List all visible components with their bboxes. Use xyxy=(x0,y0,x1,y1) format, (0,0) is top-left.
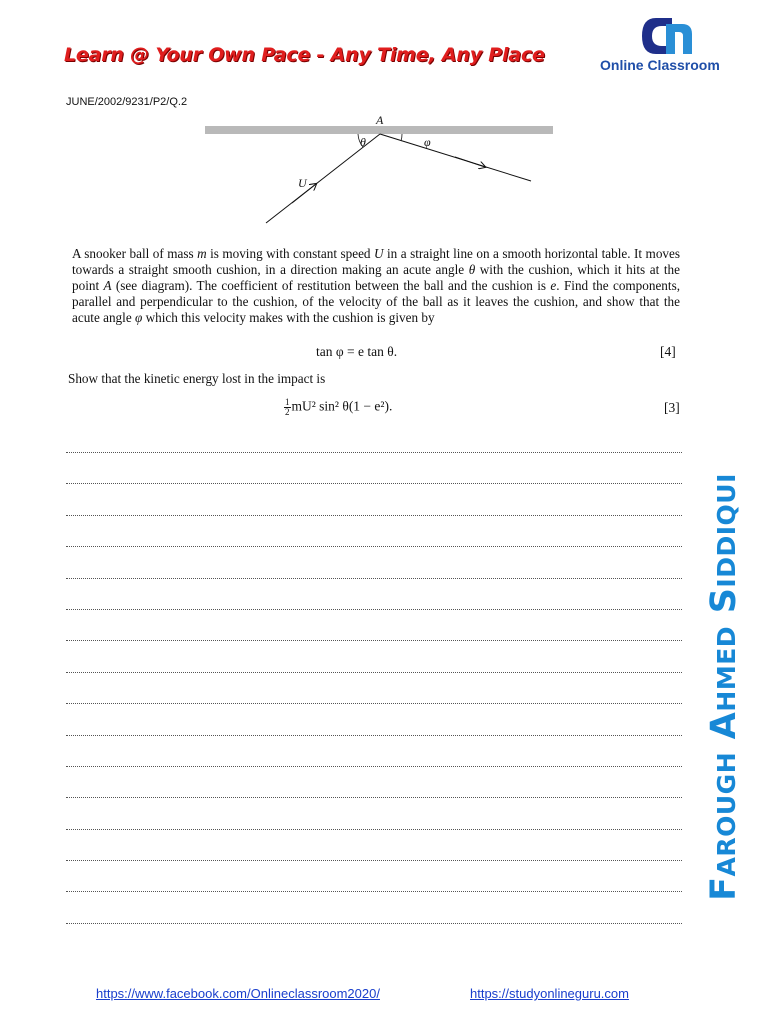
answer-lines xyxy=(66,452,682,954)
phi-arc xyxy=(401,134,402,141)
author-watermark xyxy=(696,462,752,912)
answer-line xyxy=(66,797,682,798)
logo-text: Online Classroom xyxy=(600,57,720,73)
answer-line xyxy=(66,703,682,704)
label-phi: φ xyxy=(424,135,431,149)
question-part2: Show that the kinetic energy lost in the impact is xyxy=(68,371,326,386)
online-classroom-logo-icon xyxy=(636,14,696,58)
answer-line xyxy=(66,483,682,484)
question-reference: JUNE/2002/9231/P2/Q.2 xyxy=(66,96,188,108)
marks-part1: [4] xyxy=(660,344,676,359)
website-link[interactable]: https://studyonlineguru.com xyxy=(470,986,629,1001)
label-u: U xyxy=(298,176,307,190)
label-theta: θ xyxy=(360,135,366,149)
answer-line xyxy=(66,515,682,516)
answer-line xyxy=(66,672,682,673)
outgoing-arrow xyxy=(455,157,485,167)
answer-line xyxy=(66,452,682,453)
answer-line xyxy=(66,891,682,892)
author-name: Farough Ahmed Siddiqui xyxy=(704,473,744,901)
answer-line xyxy=(66,609,682,610)
answer-line xyxy=(66,923,682,924)
formula-kinetic-energy: $\frac{1}{2}$ mU² sin² θ(1 − e²). xyxy=(285,397,393,417)
formula-tan-phi: tan φ = e tan θ. xyxy=(316,344,398,359)
facebook-link[interactable]: https://www.facebook.com/Onlineclassroom2020/ xyxy=(96,986,380,1001)
cushion-bar xyxy=(205,126,553,134)
marks-part2: [3] xyxy=(664,400,680,415)
answer-line xyxy=(66,860,682,861)
answer-line xyxy=(66,766,682,767)
answer-line xyxy=(66,546,682,547)
label-a: A xyxy=(376,113,384,127)
cushion-diagram xyxy=(200,112,560,232)
answer-line xyxy=(66,829,682,830)
answer-line xyxy=(66,640,682,641)
answer-line xyxy=(66,578,682,579)
header-banner: Learn @ Your Own Pace - Any Time, Any Place xyxy=(64,44,545,66)
answer-line xyxy=(66,735,682,736)
question-paragraph: A snooker ball of mass m is moving with constant speed U in a straight line on a smooth horizontal table. It moves towards a straight smooth cushion, in a direction making an acute angle θ with the cushion, which it hits at the point A (see diagram). The coefficient of restitution between the ball and the cushion is e. Find the components, parallel and perpendicular to the cushion, of the velocity of the ball as it leaves the cushion, and show that the acute angle φ which this velocity makes with the cushion is given by xyxy=(72,246,680,325)
